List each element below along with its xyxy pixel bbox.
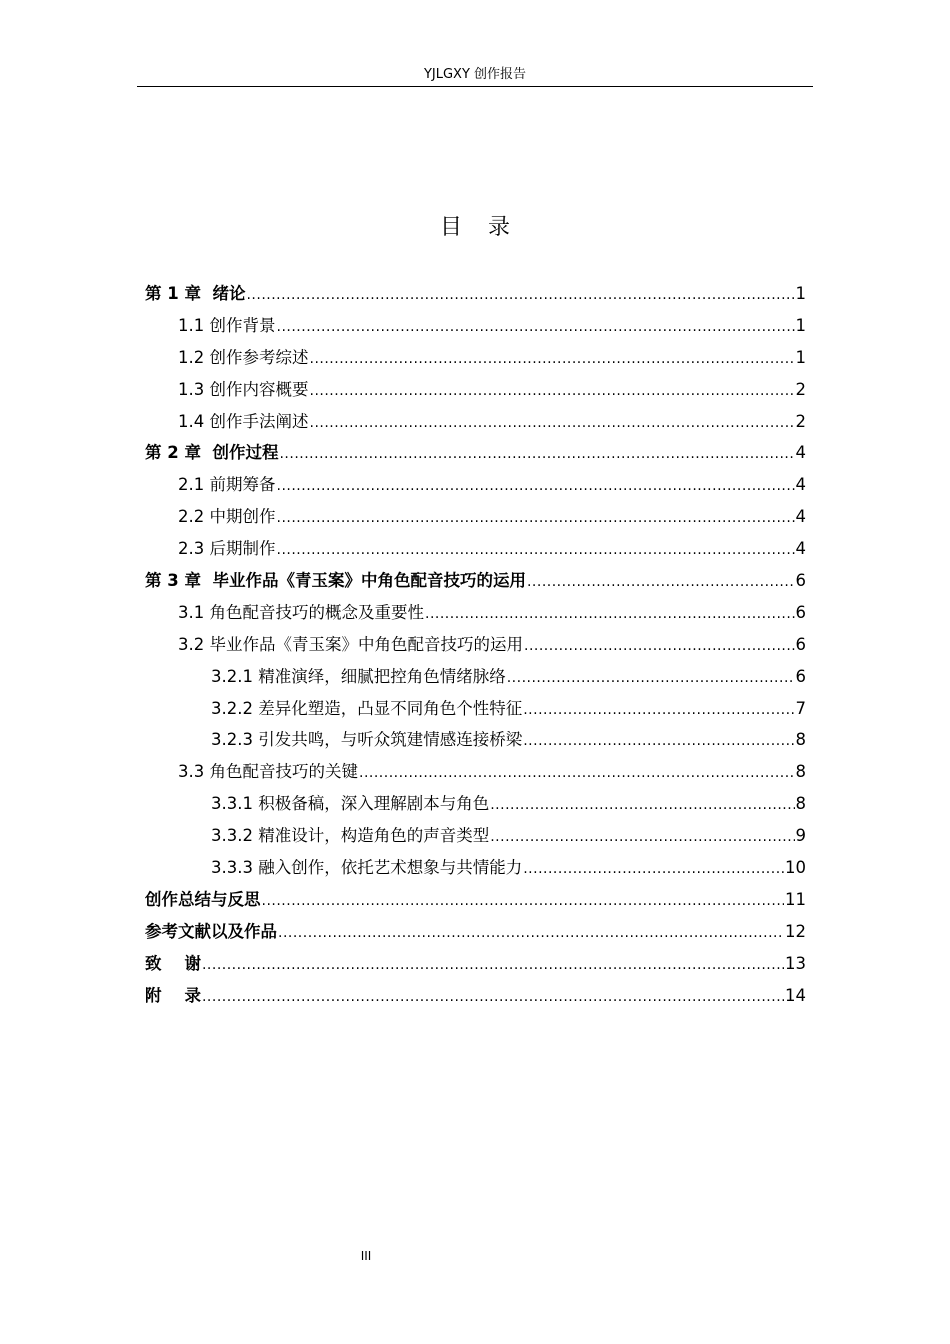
toc-entry-page: 4 <box>795 475 806 495</box>
toc-entry[interactable] <box>145 852 806 884</box>
toc-entry-page: 6 <box>795 666 806 686</box>
toc-leader-dots <box>523 854 784 886</box>
toc-leader-dots <box>262 886 785 918</box>
toc-entry-page: 2 <box>795 411 806 431</box>
toc-leader-dots <box>523 695 794 727</box>
toc-entry-label: 3.3 角色配音技巧的关键 <box>178 762 358 782</box>
toc-entry-page: 8 <box>795 762 806 782</box>
toc-entry[interactable] <box>145 597 806 629</box>
toc-entry-page: 1 <box>795 347 806 367</box>
running-header: YJLGXY 创作报告 <box>423 67 527 82</box>
toc-leader-dots <box>202 950 784 982</box>
toc-entry-label: 第 3 章 毕业作品《青玉案》中角色配音技巧的运用 <box>145 571 526 591</box>
toc-leader-dots <box>359 758 795 790</box>
toc-entry[interactable] <box>145 693 806 725</box>
toc-entry[interactable] <box>145 948 806 980</box>
toc-entry-page: 12 <box>785 921 806 941</box>
toc-entry-label: 3.2.1 精准演绎，细腻把控角色情绪脉络 <box>211 666 506 686</box>
toc-entry-page: 7 <box>795 698 806 718</box>
toc-leader-dots <box>524 631 795 663</box>
toc-entry-label: 3.2 毕业作品《青玉案》中角色配音技巧的运用 <box>178 634 523 654</box>
toc-leader-dots <box>277 312 795 344</box>
toc-entry[interactable] <box>145 533 806 565</box>
toc-entry-label: 创作总结与反思 <box>145 889 261 909</box>
toc-entry-page: 4 <box>795 507 806 527</box>
toc-leader-dots <box>527 567 795 599</box>
toc-leader-dots <box>277 535 795 567</box>
toc-entry[interactable] <box>145 980 806 1012</box>
toc-leader-dots <box>523 726 794 758</box>
toc-entry[interactable] <box>145 820 806 852</box>
toc-entry-page: 4 <box>795 539 806 559</box>
toc-entry-page: 1 <box>795 284 806 303</box>
toc-entry-page: 9 <box>795 826 806 846</box>
toc-entry[interactable] <box>145 469 806 501</box>
toc-entry[interactable] <box>145 788 806 820</box>
toc-entry-label: 2.2 中期创作 <box>178 507 276 527</box>
toc-entry[interactable] <box>145 884 806 916</box>
toc-leader-dots <box>310 344 795 376</box>
toc-entry-page: 11 <box>785 889 806 909</box>
toc-entry[interactable] <box>145 501 806 533</box>
toc-entry-page: 8 <box>795 730 806 750</box>
toc-entry[interactable] <box>145 629 806 661</box>
toc-entry-label: 3.3.1 积极备稿，深入理解剧本与角色 <box>211 794 490 814</box>
toc-entry-label: 3.3.3 融入创作，依托艺术想象与共情能力 <box>211 858 523 878</box>
toc-entry-label: 附 录 <box>145 985 201 1005</box>
page-number: III <box>360 1249 372 1263</box>
toc-leader-dots <box>246 280 794 312</box>
toc-entry-page: 10 <box>785 858 806 878</box>
toc-leader-dots <box>277 503 795 535</box>
header-rule <box>137 86 813 87</box>
toc-entry-page: 14 <box>785 985 806 1005</box>
toc-entry[interactable] <box>145 278 806 310</box>
toc-title-right: 录 <box>488 215 511 240</box>
toc-entry-label: 3.2.2 差异化塑造，凸显不同角色个性特征 <box>211 698 523 718</box>
toc-leader-dots <box>310 376 795 408</box>
toc-entry-page: 6 <box>795 571 806 591</box>
toc-entry[interactable] <box>145 661 806 693</box>
toc-entry-label: 1.4 创作手法阐述 <box>178 411 309 431</box>
toc-entry-label: 3.3.2 精准设计，构造角色的声音类型 <box>211 826 490 846</box>
toc-entry-label: 1.2 创作参考综述 <box>178 347 309 367</box>
toc-entry-label: 第 1 章 绪论 <box>145 284 246 303</box>
toc-entry[interactable] <box>145 342 806 374</box>
toc-leader-dots <box>310 408 795 440</box>
toc-entry-label: 1.3 创作内容概要 <box>178 379 309 399</box>
table-of-contents <box>145 278 806 1011</box>
toc-entry[interactable] <box>145 310 806 342</box>
toc-title-left: 目 <box>439 215 462 240</box>
toc-entry-page: 6 <box>795 634 806 654</box>
toc-entry-page: 1 <box>795 315 806 335</box>
toc-entry-label: 3.1 角色配音技巧的概念及重要性 <box>178 602 424 622</box>
toc-entry[interactable] <box>145 916 806 948</box>
toc-entry-label: 3.2.3 引发共鸣，与听众筑建情感连接桥梁 <box>211 730 523 750</box>
toc-entry-page: 13 <box>785 953 806 973</box>
toc-leader-dots <box>490 822 794 854</box>
toc-entry-label: 2.3 后期制作 <box>178 539 276 559</box>
toc-leader-dots <box>277 471 795 503</box>
toc-entry-page: 4 <box>795 443 806 463</box>
toc-entry-label: 2.1 前期筹备 <box>178 475 276 495</box>
toc-entry-label: 参考文献以及作品 <box>145 921 277 941</box>
toc-entry-label: 1.1 创作背景 <box>178 315 276 335</box>
toc-entry-page: 2 <box>795 379 806 399</box>
toc-leader-dots <box>507 663 795 695</box>
toc-entry[interactable] <box>145 406 806 438</box>
toc-entry[interactable] <box>145 724 806 756</box>
toc-entry-page: 8 <box>795 794 806 814</box>
toc-entry-label: 第 2 章 创作过程 <box>145 443 279 463</box>
toc-leader-dots <box>202 982 784 1014</box>
toc-leader-dots <box>278 918 784 950</box>
toc-entry-page: 6 <box>795 602 806 622</box>
toc-entry[interactable] <box>145 756 806 788</box>
toc-leader-dots <box>279 439 794 471</box>
toc-title <box>0 212 950 244</box>
toc-entry-label: 致 谢 <box>145 953 201 973</box>
toc-entry[interactable] <box>145 374 806 406</box>
toc-entry[interactable] <box>145 565 806 597</box>
toc-leader-dots <box>490 790 794 822</box>
toc-leader-dots <box>425 599 795 631</box>
toc-entry[interactable] <box>145 437 806 469</box>
